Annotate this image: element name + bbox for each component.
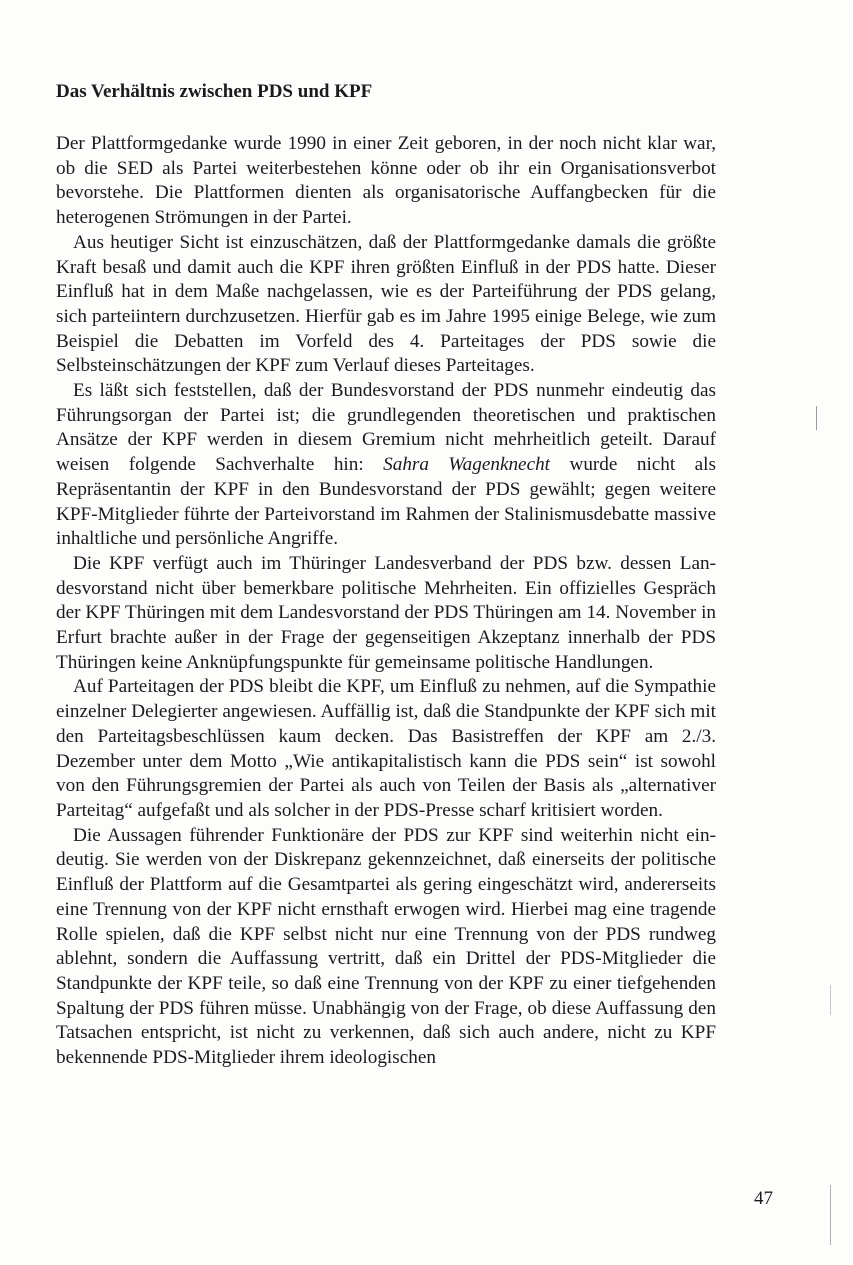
paragraph-2: Aus heutiger Sicht ist einzuschätzen, daß der Plattformgedanke damals die größte Kraft besaß und damit auch die KPF ihren größten Einfluß in der PDS hatte. Dieser Einfluß hat in dem Maße nachgelassen, wie es der Parteiführung der PDS gelang, sich parteiintern durchzusetzen. Hierfür gab es im Jahre 1995 einige Belege, wie zum Beispiel die Debatten im Vorfeld des 4. Parteitages der PDS sowie die Selbsteinschätzungen der KPF zum Verlauf dieses Parteitages.: [56, 231, 716, 377]
page-number: 47: [754, 1188, 773, 1209]
person-name-emphasis: Sahra Wagenknecht: [383, 454, 551, 476]
paragraph-1: Der Plattformgedanke wurde 1990 in einer Zeit geboren, in der noch nicht klar war, ob die SED als Partei weiterbestehen könne oder ob ihr ein Organisationsverbot bevorstehe. Die Plattformen dienten als organisatorische Auffangbecken für die heterogenen Strömungen in der Partei.: [56, 133, 716, 229]
section-heading: Das Verhältnis zwischen PDS und KPF: [56, 81, 373, 102]
paragraph-4: Die KPF verfügt auch im Thüringer Landesverband der PDS bzw. dessen Landesvorstand nicht über bemerkbare politische Mehrheiten. Ein offizielles Gespräch der KPF Thüringen mit dem Landesvorstand der PDS Thüringen am 14. November in Erfurt brachte außer in der Frage der gegenseitigen Akzeptanz innerhalb der PDS Thüringen keine Anknüpfungspunkte für gemeinsame politische Handlungen.: [56, 552, 716, 673]
scan-mark: [830, 985, 831, 1015]
paragraph-5: Auf Parteitagen der PDS bleibt die KPF, um Einfluß zu nehmen, auf die Sympathie einzelner Delegierter angewiesen. Auffällig ist, daß die Standpunkte der KPF sich mit den Parteitagsbeschlüssen kaum decken. Das Basistreffen der KPF am 2./3. Dezember unter dem Motto „Wie antikapitalistisch kann die PDS sein“ ist sowohl von den Führungsgremien der Partei als auch von Teilen der Basis als „alternativer Parteitag“ aufgefaßt und als solcher in der PDS-Presse scharf kritisiert worden.: [56, 676, 716, 821]
body-text: [56, 132, 716, 1071]
scan-mark: [830, 1185, 831, 1245]
paragraph-6: Die Aussagen führender Funktionäre der PDS zur KPF sind weiterhin nicht eindeutig. Sie werden von der Diskrepanz gekennzeichnet, daß einerseits der politische Einfluß der Plattform auf die Gesamtpartei als gering eingeschätzt wird, andererseits eine Trennung von der KPF nicht ernsthaft erwogen wird. Hierbei mag eine tragende Rolle spielen, daß die KPF selbst nicht nur eine Trennung von der PDS rundweg ablehnt, sondern die Auffassung vertritt, daß ein Drittel der PDS-Mitglieder die Standpunkte der KPF teile, so daß eine Trennung von der KPF zu einer tiefgehenden Spaltung der PDS führen müsse. Unabhängig von der Frage, ob diese Auffassung den Tatsachen entspricht, ist nicht zu verkennen, daß sich auch andere, nicht zu KPF bekennende PDS-Mitglieder ihrem ideologischen: [56, 824, 716, 1069]
paragraph-3: Es läßt sich feststellen, daß der Bundesvorstand der PDS nunmehr eindeutig das Führungsorgan der Partei ist; die grundlegenden theoretischen und praktischen Ansätze der KPF werden in diesem Gremium nicht mehrheitlich geteilt. Darauf weisen folgende Sachverhalte hin: Sahra Wagenknecht wurde nicht als Repräsentantin der KPF in den Bundesvorstand der PDS gewählt; gegen weitere KPF-Mitglieder führte der Parteivorstand im Rahmen der Stalinismusdebatte massive inhaltliche und persönliche Angriffe.: [56, 380, 716, 550]
scan-mark: [816, 406, 817, 430]
